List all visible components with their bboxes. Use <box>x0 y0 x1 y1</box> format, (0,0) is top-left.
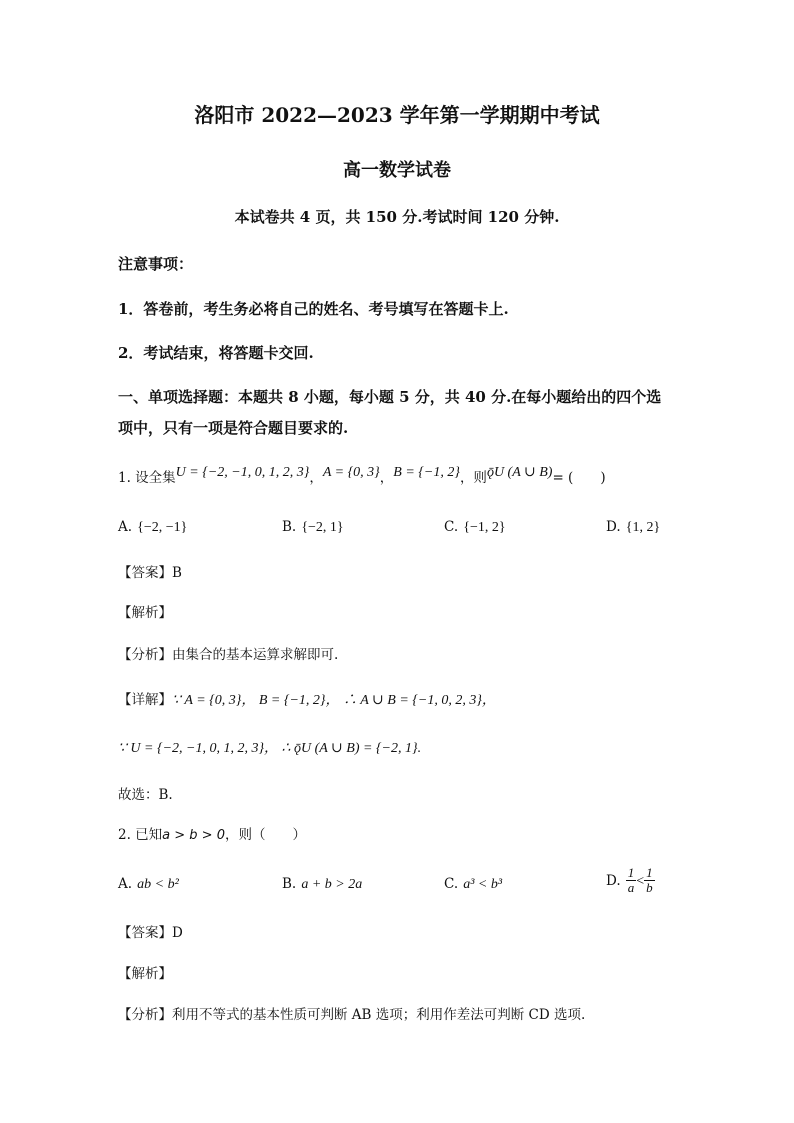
question-2-prefix: 2. 已知 <box>118 827 163 843</box>
then-text: ，则 <box>459 470 487 486</box>
option-letter: A. <box>118 876 133 892</box>
notes-item-1: 1．答卷前，考生务必将自己的姓名、考号填写在答题卡上. <box>118 300 509 318</box>
q2-option-d <box>606 866 655 895</box>
q1-option-b <box>282 516 344 536</box>
option-value: {−2, 1} <box>301 520 344 535</box>
question-1-prefix: 1. 设全集 <box>118 470 176 486</box>
set-b: B = {−1, 2} <box>393 465 460 480</box>
q2-option-b <box>282 873 362 893</box>
question-2-suffix: ，则（ ） <box>224 827 306 843</box>
exam-title: 洛阳市 2022—2023 学年第一学期期中考试 <box>194 103 600 127</box>
fraction-denominator: b <box>646 880 653 895</box>
q2-answer: 【答案】D <box>118 925 183 941</box>
option-letter: D. <box>606 519 621 535</box>
q1-fenxi: 【分析】由集合的基本运算求解即可. <box>118 647 339 663</box>
sep: ， <box>309 470 323 486</box>
option-value: {−1, 2} <box>463 520 506 535</box>
sep: ， <box>379 470 394 486</box>
option-letter: B. <box>282 519 297 535</box>
q1-option-c <box>444 516 506 536</box>
set-u: U = {−2, −1, 0, 1, 2, 3} <box>175 465 310 480</box>
option-value: ab < b² <box>137 877 179 892</box>
notes-heading: 注意事项： <box>118 255 194 273</box>
option-letter: B. <box>282 876 297 892</box>
fraction-denominator: a <box>627 880 635 895</box>
question-1-stem <box>118 466 606 487</box>
q2-analysis-label: 【解析】 <box>118 966 172 982</box>
q1-answer: 【答案】B <box>118 565 182 581</box>
section-heading-line-1: 一、单项选择题：本题共 8 小题，每小题 5 分，共 40 分.在每小题给出的四个选 <box>118 388 662 406</box>
option-letter: C. <box>444 519 459 535</box>
option-value: {1, 2} <box>625 520 661 535</box>
option-value: a³ < b³ <box>463 877 503 892</box>
question-2-stem <box>118 823 306 843</box>
option-letter: C. <box>444 876 459 892</box>
equals-blank: = ( ) <box>552 470 606 486</box>
q2-option-a <box>118 873 179 893</box>
fraction-numerator: 1 <box>646 865 653 880</box>
option-value: a + b > 2a <box>301 877 363 892</box>
detail-label: 【详解】 <box>118 692 172 708</box>
complement-expr: ǭU (A ∪ B) <box>486 465 553 480</box>
section-heading-line-2: 项中，只有一项是符合题目要求的. <box>118 419 349 437</box>
detail-math: ∵ A = {0, 3}， B = {−1, 2}， ∴ A ∪ B = {−1, 0, 2, 3}， <box>172 693 496 708</box>
q1-analysis-label: 【解析】 <box>118 605 172 621</box>
condition: a > b > 0 <box>162 828 225 843</box>
q2-fenxi: 【分析】利用不等式的基本性质可判断 AB 选项；利用作差法可判断 CD 选项. <box>118 1007 586 1023</box>
less-than-sign: < <box>636 874 645 889</box>
q1-option-a <box>118 516 187 536</box>
option-letter: A. <box>118 519 133 535</box>
q1-detail-line-2: ∵ U = {−2, −1, 0, 1, 2, 3}， ∴ ǭU (A ∪ B) = {−2, 1}. <box>118 741 422 756</box>
exam-subtitle: 高一数学试卷 <box>343 160 451 181</box>
notes-item-2: 2．考试结束，将答题卡交回. <box>118 344 314 362</box>
option-value: {−2, −1} <box>137 520 188 535</box>
q1-conclusion: 故选：B. <box>118 787 173 803</box>
q2-option-c <box>444 873 502 893</box>
q1-detail-line-1 <box>118 688 496 709</box>
set-a: A = {0, 3} <box>322 465 380 480</box>
fraction-1-over-b <box>644 866 655 895</box>
fraction-1-over-a <box>626 866 637 895</box>
q1-option-d <box>606 516 660 536</box>
fraction-numerator: 1 <box>627 865 635 880</box>
exam-info: 本试卷共 4 页，共 150 分.考试时间 120 分钟. <box>234 208 560 226</box>
option-letter: D. <box>606 873 621 889</box>
